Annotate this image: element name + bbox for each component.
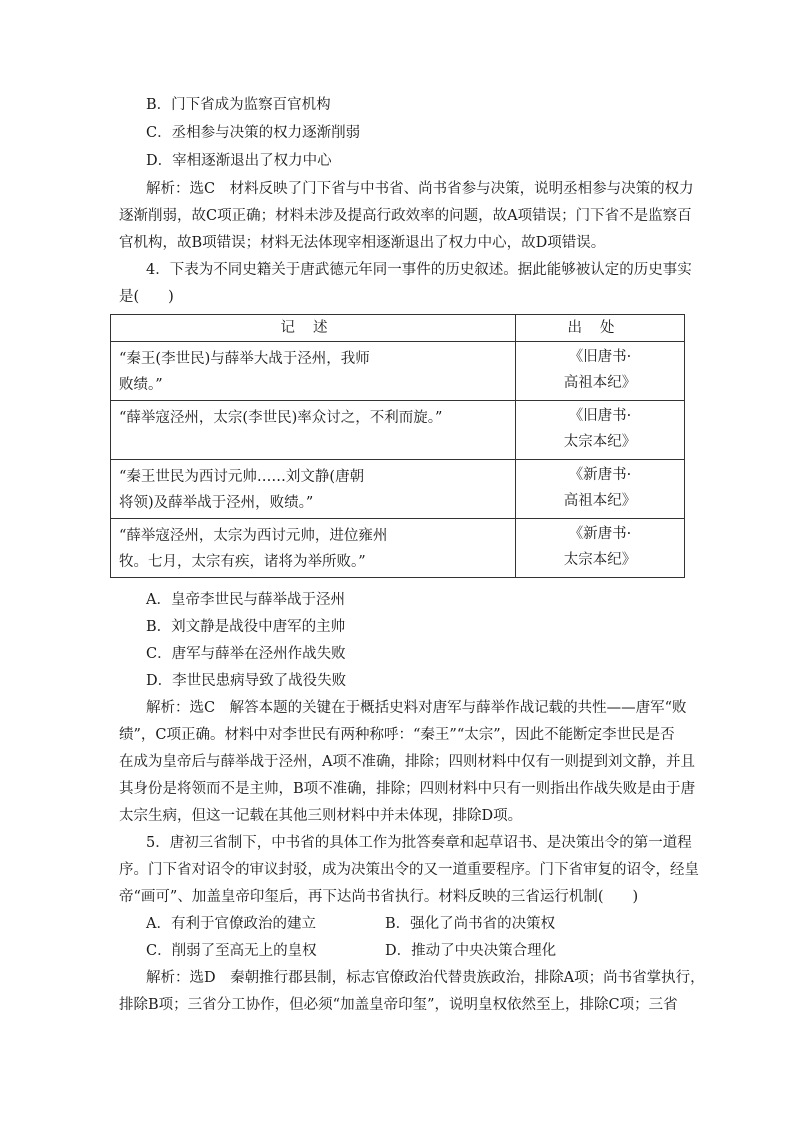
- source-line: 《新唐书·: [568, 467, 632, 483]
- q4-analysis-line: 太宗生病，但这一记载在其他三则材料中并未体现，排除D项。: [119, 808, 523, 824]
- q5-option-c: C．削弱了至高无上的皇权: [146, 943, 317, 959]
- description-line: “薛举寇泾州，太宗为西讨元帅，进位雍州: [119, 528, 388, 544]
- q4-stem-line: 4．下表为不同史籍关于唐武德元年同一事件的历史叙述。据此能够被认定的历史事实: [146, 262, 692, 278]
- source-line: 太宗本纪》: [563, 434, 637, 450]
- q4-stem-line: 是( ): [119, 289, 174, 305]
- description-line: 牧。七月，太宗有疾，诸将为举所败。”: [119, 554, 366, 570]
- table-row: [111, 401, 685, 460]
- q5-stem-line: 序。门下省对诏令的审议封驳，成为决策出令的又一道重要程序。门下省审复的诏令，经皇: [119, 862, 699, 878]
- q4-option-c: C．唐军与薛举在泾州作战失败: [146, 646, 346, 662]
- header-source: 出处: [516, 315, 685, 342]
- table-row: [111, 519, 685, 578]
- q4-option-b: B．刘文静是战役中唐军的主帅: [146, 619, 346, 635]
- q4-analysis-line: 绩”，C项正确。材料中对李世民有两种称呼：“秦王”“太宗”，因此不能断定李世民是否: [119, 727, 675, 743]
- q5-analysis-line: 排除B项；三省分工协作，但必须“加盖皇帝印玺”，说明皇权依然至上，排除C项；三省: [119, 997, 678, 1013]
- description-line: [119, 431, 507, 457]
- q5-stem-line: 帝“画可”、加盖皇帝印玺后，再下达尚书省执行。材料反映的三省运行机制( ): [119, 889, 639, 905]
- description-line: “秦王世民为西讨元帅……刘文静(唐朝: [119, 469, 365, 485]
- row-source: [516, 401, 685, 460]
- source-line: 太宗本纪》: [563, 552, 637, 568]
- q3-option-c: C．丞相参与决策的权力逐渐削弱: [146, 125, 361, 141]
- row-description: [111, 342, 516, 401]
- description-line: “薛举寇泾州，太宗(李世民)率众讨之，不利而旋。”: [119, 410, 443, 426]
- source-line: 《旧唐书·: [568, 349, 632, 365]
- q4-option-d: D．李世民患病导致了战役失败: [146, 673, 347, 689]
- q3-analysis-line: 解析：选C 材料反映了门下省与中书省、尚书省参与决策，说明丞相参与决策的权力: [146, 181, 694, 197]
- source-line: 高祖本纪》: [563, 493, 637, 509]
- q4-option-a: A．皇帝李世民与薛举战于泾州: [146, 592, 345, 608]
- q5-option-b: B．强化了尚书省的决策权: [385, 916, 556, 932]
- q3-option-d: D．宰相逐渐退出了权力中心: [146, 153, 332, 169]
- q3-option-b: B．门下省成为监察百官机构: [146, 97, 331, 113]
- row-source: [516, 519, 685, 578]
- q5-option-a: A．有利于官僚政治的建立: [146, 916, 316, 932]
- row-description: [111, 401, 516, 460]
- table-row: [111, 460, 685, 519]
- table-header-row: [111, 315, 685, 342]
- q5-option-d: D．推动了中央决策合理化: [385, 943, 557, 959]
- q4-analysis-line: 其身份是将领而不是主帅，B项不准确，排除；四则材料中只有一则指出作战失败是由于唐: [119, 781, 696, 797]
- source-table: [110, 314, 685, 578]
- row-source: [516, 460, 685, 519]
- q5-analysis-line: 解析：选D 秦朝推行郡县制，标志官僚政治代替贵族政治，排除A项；尚书省掌执行，: [146, 970, 705, 986]
- q3-analysis-line: 官机构，故B项错误；材料无法体现宰相逐渐退出了权力中心，故D项错误。: [119, 235, 606, 251]
- source-line: 高祖本纪》: [563, 375, 637, 391]
- description-line: 败绩。”: [119, 377, 163, 393]
- row-description: [111, 519, 516, 578]
- row-description: [111, 460, 516, 519]
- q5-stem-line: 5．唐初三省制下，中书省的具体工作为批答奏章和起草诏书、是决策出令的第一道程: [146, 835, 692, 851]
- source-line: 《新唐书·: [568, 526, 632, 542]
- q4-analysis-line: 在成为皇帝后与薛举战于泾州，A项不准确，排除；四则材料中仅有一则提到刘文静，并且: [119, 754, 695, 770]
- row-source: [516, 342, 685, 401]
- source-line: 《旧唐书·: [568, 408, 632, 424]
- table-row: [111, 342, 685, 401]
- header-description: 记述: [111, 315, 516, 342]
- q4-analysis-line: 解析：选C 解答本题的关键在于概括史料对唐军与薛举作战记载的共性——唐军“败: [146, 700, 687, 716]
- description-line: “秦王(李世民)与薛举大战于泾州，我师: [119, 351, 370, 367]
- q3-analysis-line: 逐渐削弱，故C项正确；材料未涉及提高行政效率的问题，故A项错误；门下省不是监察百: [119, 208, 692, 224]
- description-line: 将领)及薛举战于泾州，败绩。”: [119, 495, 314, 511]
